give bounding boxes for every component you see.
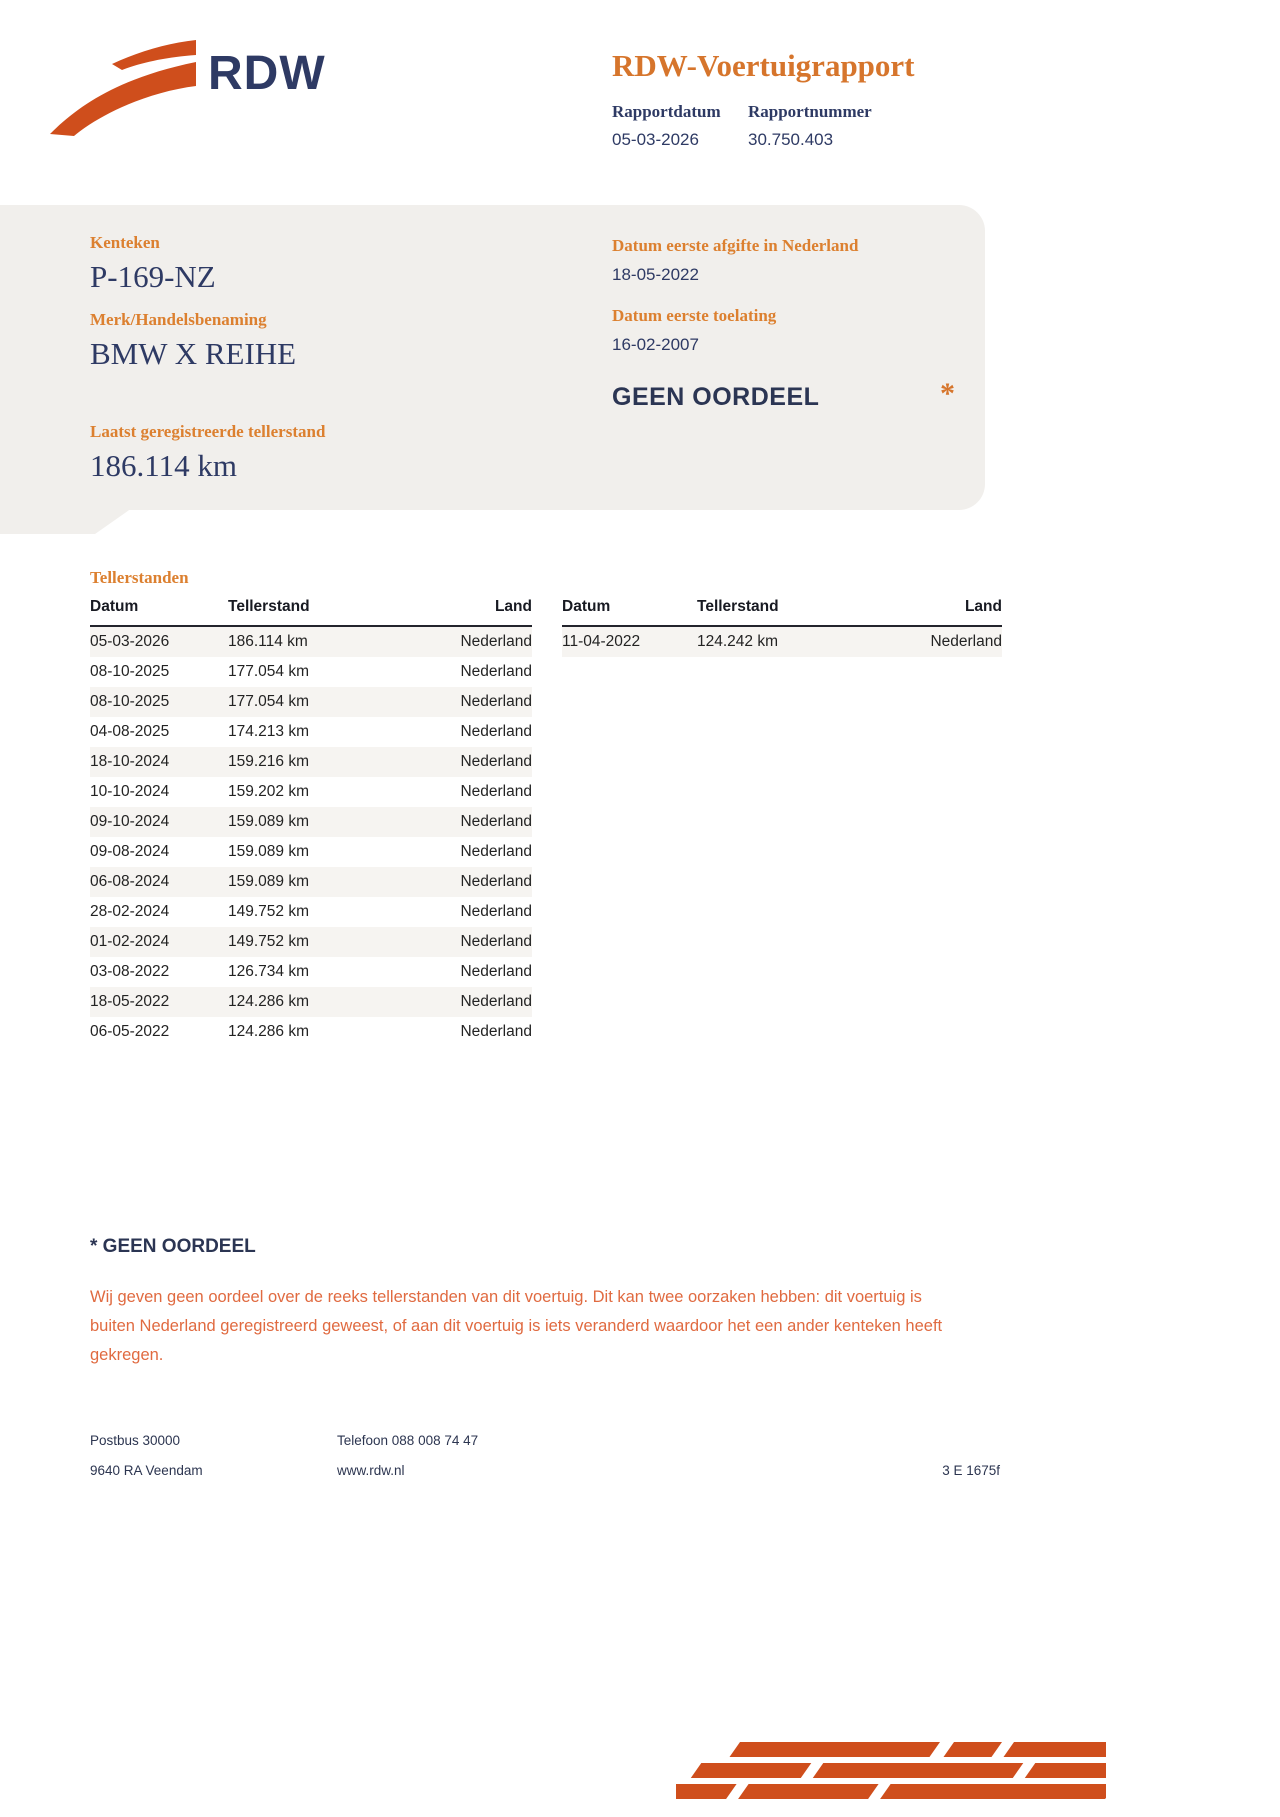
table-row <box>90 747 532 777</box>
tellerstanden-section-title: Tellerstanden <box>90 568 189 587</box>
table-row <box>90 867 532 897</box>
cell-tellerstand: 124.286 km <box>228 1023 309 1040</box>
col-header-tellerstand: Tellerstand <box>697 594 872 626</box>
table-row <box>90 957 532 987</box>
table-row <box>90 807 532 837</box>
cell-tellerstand: 126.734 km <box>228 963 309 980</box>
table-row <box>90 657 532 687</box>
cell-land: Nederland <box>460 903 532 920</box>
cell-datum: 05-03-2026 <box>90 633 170 650</box>
cell-land: Nederland <box>460 723 532 740</box>
kenteken-value: P-169-NZ <box>90 259 216 294</box>
table-row <box>562 626 1002 657</box>
cell-land: Nederland <box>460 633 532 650</box>
cell-datum: 28-02-2024 <box>90 903 170 920</box>
rdw-wing-icon <box>48 34 198 143</box>
cell-land: Nederland <box>460 933 532 950</box>
toelating-value: 16-02-2007 <box>612 335 699 354</box>
footer-city: 9640 RA Veendam <box>90 1463 203 1478</box>
report-number-value: 30.750.403 <box>748 130 834 149</box>
cell-tellerstand: 159.202 km <box>228 783 309 800</box>
oordeel-asterisk: * <box>940 377 955 410</box>
oordeel-status: GEEN OORDEEL <box>612 383 820 411</box>
table-row <box>90 717 532 747</box>
footnote-title: * GEEN OORDEEL <box>90 1236 256 1257</box>
cell-tellerstand: 177.054 km <box>228 663 309 680</box>
report-number-label: Rapportnummer <box>748 102 872 121</box>
cell-tellerstand: 124.242 km <box>697 633 778 650</box>
rdw-stripes-icon <box>676 1742 1106 1817</box>
cell-datum: 04-08-2025 <box>90 723 170 740</box>
cell-land: Nederland <box>460 1023 532 1040</box>
cell-tellerstand: 149.752 km <box>228 933 309 950</box>
table-row <box>90 837 532 867</box>
col-header-land: Land <box>872 594 1002 626</box>
col-header-land: Land <box>400 594 532 626</box>
rdw-logo <box>48 34 326 143</box>
table-row <box>90 1017 532 1047</box>
cell-datum: 03-08-2022 <box>90 963 170 980</box>
table-row <box>90 687 532 717</box>
cell-tellerstand: 149.752 km <box>228 903 309 920</box>
report-date-label: Rapportdatum <box>612 102 721 121</box>
cell-datum: 01-02-2024 <box>90 933 170 950</box>
cell-datum: 10-10-2024 <box>90 783 170 800</box>
tellerstanden-table-left <box>90 594 532 1047</box>
cell-land: Nederland <box>460 873 532 890</box>
afgifte-label: Datum eerste afgifte in Nederland <box>612 236 859 255</box>
cell-datum: 09-10-2024 <box>90 813 170 830</box>
cell-land: Nederland <box>930 633 1002 650</box>
table-row <box>90 987 532 1017</box>
cell-tellerstand: 186.114 km <box>228 633 308 650</box>
cell-tellerstand: 124.286 km <box>228 993 309 1010</box>
cell-land: Nederland <box>460 663 532 680</box>
tellerstand-value: 186.114 km <box>90 448 237 483</box>
cell-datum: 09-08-2024 <box>90 843 170 860</box>
report-meta <box>612 102 1172 150</box>
merk-label: Merk/Handelsbenaming <box>90 310 267 329</box>
tellerstanden-table-right <box>562 594 1002 657</box>
cell-tellerstand: 174.213 km <box>228 723 309 740</box>
cell-land: Nederland <box>460 993 532 1010</box>
cell-datum: 08-10-2025 <box>90 663 170 680</box>
table-row <box>90 897 532 927</box>
table-row <box>90 777 532 807</box>
footer-website-link[interactable]: www.rdw.nl <box>337 1463 405 1478</box>
cell-land: Nederland <box>460 813 532 830</box>
footer-pobox: Postbus 30000 <box>90 1433 181 1448</box>
footer-form-code: 3 E 1675f <box>942 1463 1000 1478</box>
panel-corner-tab <box>0 508 132 534</box>
table-row <box>90 626 532 657</box>
cell-land: Nederland <box>460 753 532 770</box>
cell-land: Nederland <box>460 783 532 800</box>
table-header-row <box>90 594 532 626</box>
cell-land: Nederland <box>460 963 532 980</box>
afgifte-value: 18-05-2022 <box>612 265 699 284</box>
toelating-label: Datum eerste toelating <box>612 306 777 325</box>
tellerstand-label: Laatst geregistreerde tellerstand <box>90 422 326 441</box>
report-title-block <box>612 48 1172 150</box>
col-header-tellerstand: Tellerstand <box>228 594 400 626</box>
cell-datum: 06-05-2022 <box>90 1023 170 1040</box>
cell-datum: 11-04-2022 <box>562 633 641 650</box>
footer-phone: Telefoon 088 008 74 47 <box>337 1433 479 1448</box>
cell-tellerstand: 177.054 km <box>228 693 309 710</box>
col-header-datum: Datum <box>562 594 697 626</box>
page-title: RDW-Voertuigrapport <box>612 48 915 83</box>
cell-land: Nederland <box>460 693 532 710</box>
cell-datum: 18-05-2022 <box>90 993 170 1010</box>
table-row <box>90 927 532 957</box>
merk-value: BMW X REIHE <box>90 336 297 371</box>
cell-land: Nederland <box>460 843 532 860</box>
table-header-row <box>562 594 1002 626</box>
report-number-block <box>748 102 872 150</box>
footnote-text: Wij geven geen oordeel over de reeks tellerstanden van dit voertuig. Dit kan twee oorzaken hebben: dit voertuig is buiten Nederland geregistreerd geweest, of aan dit voertuig is iets veranderd waardoor het een ander kenteken heeft gekregen. <box>90 1287 943 1364</box>
cell-datum: 08-10-2025 <box>90 693 170 710</box>
cell-tellerstand: 159.089 km <box>228 813 309 830</box>
cell-tellerstand: 159.089 km <box>228 843 309 860</box>
cell-datum: 06-08-2024 <box>90 873 170 890</box>
cell-datum: 18-10-2024 <box>90 753 170 770</box>
report-date-block <box>612 102 748 150</box>
cell-tellerstand: 159.089 km <box>228 873 309 890</box>
summary-panel <box>0 205 985 510</box>
summary-left-column <box>90 233 325 499</box>
cell-tellerstand: 159.216 km <box>228 753 309 770</box>
col-header-datum: Datum <box>90 594 228 626</box>
kenteken-label: Kenteken <box>90 233 160 252</box>
report-date-value: 05-03-2026 <box>612 130 699 149</box>
summary-right-column <box>612 236 942 412</box>
logo-text: RDW <box>208 47 326 100</box>
